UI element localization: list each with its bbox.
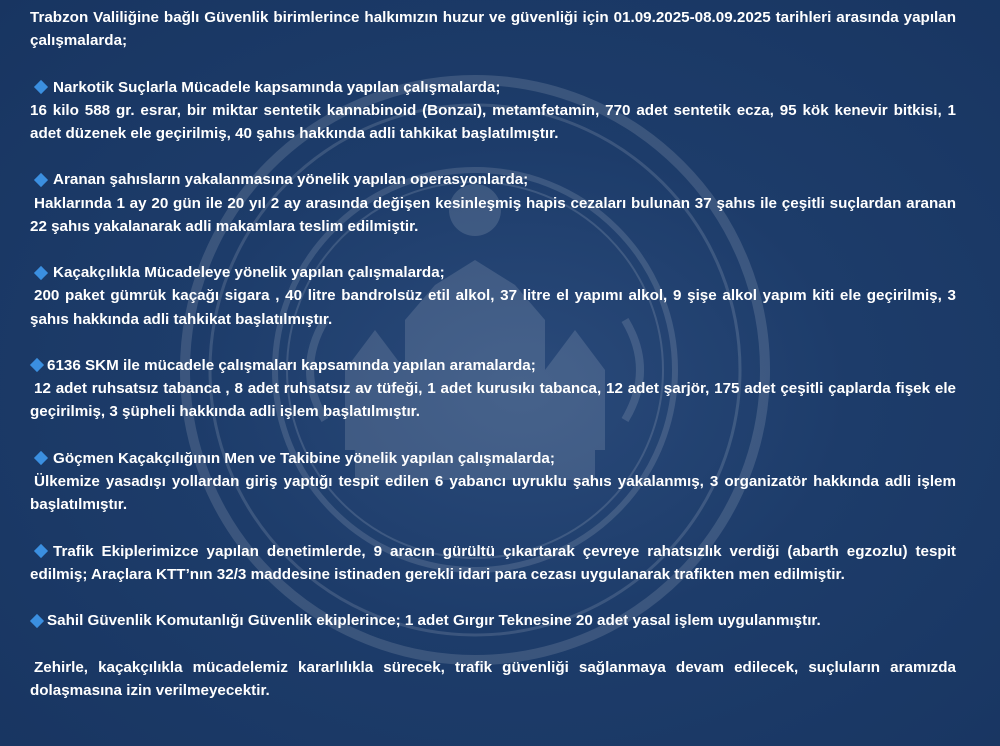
diamond-bullet-icon [30,358,44,372]
diamond-bullet-icon [34,451,48,465]
section-heading: Göçmen Kaçakçılığının Men ve Takibine yönelik yapılan çalışmalarda; [53,449,555,467]
diamond-bullet-icon [30,614,44,628]
section-heading: Kaçakçılıkla Mücadeleye yönelik yapılan çalışmalarda; [53,264,445,282]
section-smuggling [30,261,956,331]
announcement-text [30,6,956,702]
section-body: Sahil Güvenlik Komutanlığı Güvenlik ekiplerince; 1 adet Gırgır Teknesine 20 adet yasal işlem uygulanmıştır. [47,612,821,630]
section-body: Trafik Ekiplerimizce yapılan denetimlerde, 9 aracın gürültü çıkartarak çevreye rahatsızlık verdiği (abarth egzozlu) tespit edilmiş; Araçlara KTT’nın 32/3 maddesine istinaden gerekli idari para cezası uygulanarak trafikten men edilmiştir. [30,542,956,583]
section-body: Haklarında 1 ay 20 gün ile 20 yıl 2 ay arasında değişen kesinleşmiş hapis cezaları bulunan 37 şahıs ile çeşitli suçlardan aranan 22 şahıs yakalanarak adli makamlara teslim edilmiştir. [30,194,956,235]
section-heading: Narkotik Suçlarla Mücadele kapsamında yapılan çalışmalarda; [53,78,501,96]
closing-paragraph [30,656,956,702]
section-heading: Aranan şahısların yakalanmasına yönelik yapılan operasyonlarda; [53,171,529,189]
section-traffic [30,540,956,586]
section-coast-guard [30,609,956,632]
diamond-bullet-icon [34,266,48,280]
section-body: 200 paket gümrük kaçağı sigara , 40 litre bandrolsüz etil alkol, 37 litre el yapımı alkol, 9 şişe alkol yapım kiti ele geçirilmiş, 3 şahıs hakkında adli tahkikat başlatılmıştır. [30,287,956,328]
closing-text: Zehirle, kaçakçılıkla mücadelemiz kararlılıkla sürecek, trafik güvenliği sağlanmaya devam edilecek, suçluların aramızda dolaşmasına izin verilmeyecektir. [30,658,956,699]
section-body: Ülkemize yasadışı yollardan giriş yaptığı tespit edilen 6 yabancı uyruklu şahıs yakalanmış, 3 organizatör hakkında adli işlem başlatılmıştır. [30,472,956,514]
section-migrant-smuggling [30,447,956,517]
section-body: 12 adet ruhsatsız tabanca , 8 adet ruhsatsız av tüfeği, 1 adet kurusıkı tabanca, 12 adet şarjör, 175 adet çeşitli çaplarda fişek ele geçirilmiş, 3 şüpheli hakkında adli işlem başlatılmıştır. [30,380,956,421]
section-body: 16 kilo 588 gr. esrar, bir miktar sentetik kannabinoid (Bonzai), metamfetamin, 770 adet sentetik ecza, 95 kök kenevir bitkisi, 1 adet düzenek ele geçirilmiş, 40 şahıs hakkında adli tahkikat başlatılmıştır. [30,101,956,142]
diamond-bullet-icon [34,80,48,94]
section-heading: 6136 SKM ile mücadele çalışmaları kapsamında yapılan aramalarda; [47,356,536,374]
diamond-bullet-icon [34,544,48,558]
section-narcotics [30,76,956,146]
section-firearms [30,354,956,424]
section-wanted-persons [30,168,956,238]
diamond-bullet-icon [34,173,48,187]
intro-paragraph: Trabzon Valiliğine bağlı Güvenlik birimlerince halkımızın huzur ve güvenliği için 01.09.2025-08.09.2025 tarihleri arasında yapılan çalışmalarda; [30,9,956,50]
